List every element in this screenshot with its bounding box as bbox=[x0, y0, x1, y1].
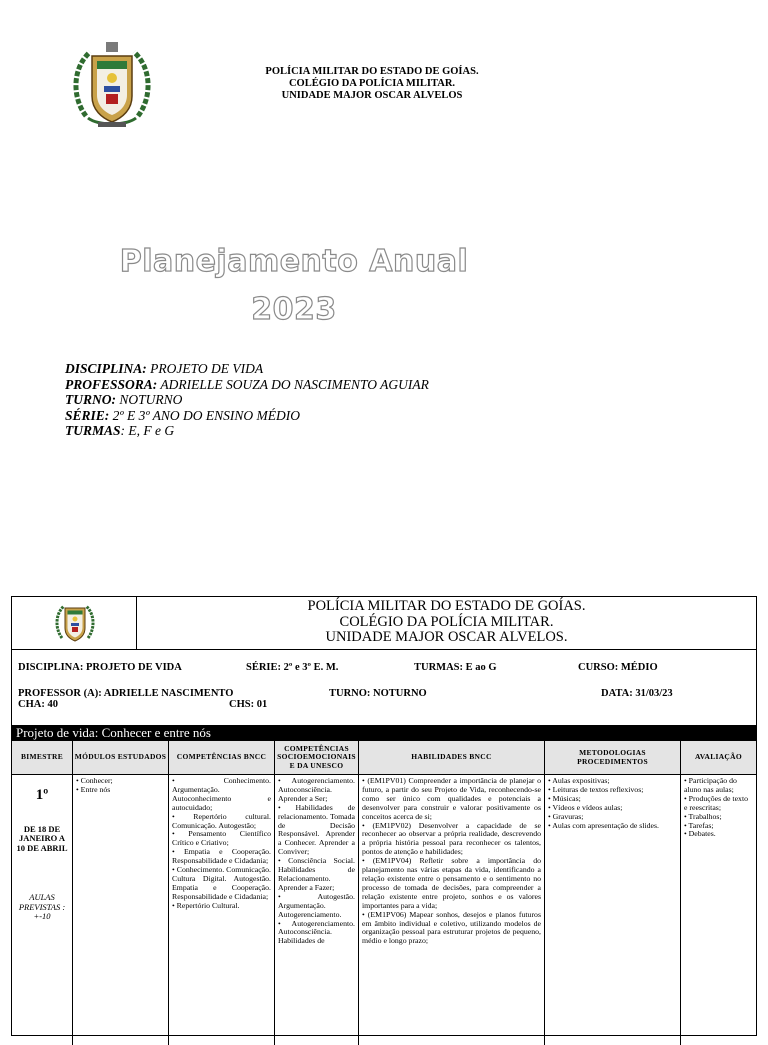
info-label: SÉRIE: bbox=[65, 407, 110, 423]
info-label: TURNO: bbox=[65, 392, 116, 408]
list-item: • Tarefas; bbox=[684, 820, 714, 830]
list-item: • Músicas; bbox=[548, 793, 581, 803]
list-item: • Trabalhos; bbox=[684, 811, 722, 821]
info-serie bbox=[65, 408, 429, 424]
header-line: COLÉGIO DA POLÍCIA MILITAR. bbox=[288, 78, 456, 89]
list-item: • (EM1PV04) Refletir sobre a importância do planejamento nas várias etapas da vida, identificando a relação existente entre o pensamento e o sentimento no processo de tomada de decisões, para compreender a relação existente entre projeto, sonhos e os valores importantes para a vida; bbox=[362, 856, 541, 910]
info-label: DISCIPLINA: bbox=[65, 361, 147, 376]
col-header-competencias-socio: COMPETÊNCIAS SOCIOEMOCIONAIS E DA UNESCO bbox=[275, 741, 359, 775]
list-item: • Autogerenciamento. Autoconsciência. Aprender a Ser; bbox=[278, 776, 355, 803]
list-item: • Repertório Cultural. bbox=[172, 900, 240, 910]
list-item: • Gravuras; bbox=[548, 811, 584, 821]
info-value: ADRIELLE SOUZA DO NASCIMENTO AGUIAR bbox=[157, 376, 429, 392]
bimestre-date: DE 18 DE JANEIRO A 10 DE ABRIL bbox=[16, 823, 68, 853]
table-header-line: UNIDADE MAJOR OSCAR ALVELOS. bbox=[325, 629, 568, 646]
meta-turmas: TURMAS: E ao G bbox=[414, 662, 497, 673]
list-item: • Aulas com apresentação de slides. bbox=[548, 820, 659, 830]
list-item: • Repertório cultural. Comunicação. Autogestão; bbox=[172, 811, 271, 830]
header-line: UNIDADE MAJOR OSCAR ALVELOS bbox=[281, 90, 463, 101]
info-value: PROJETO DE VIDA bbox=[146, 361, 264, 376]
meta-cha: CHA: 40 bbox=[18, 699, 58, 710]
document-header bbox=[200, 66, 544, 102]
table-header-line: COLÉGIO DA POLÍCIA MILITAR. bbox=[339, 613, 554, 630]
police-crest-logo bbox=[68, 38, 156, 134]
list-item: • Entre nós bbox=[76, 784, 111, 794]
plan-title-year: 2023 bbox=[251, 292, 337, 327]
list-item: • (EM1PV01) Compreender a importância de planejar o futuro, a partir do seu Projeto de Vida, reconhecendo-se como ser único com qualidades e potenciais a desenvolver para construir e valorar positivamente os conceitos acerca de si; bbox=[362, 776, 541, 821]
list-item: • Habilidades de relacionamento. Tomada de Decisão Responsável. Aprender a Conhecer. Aprender a Conviver; bbox=[278, 802, 355, 857]
col-header-modulos: MÓDULOS ESTUDADOS bbox=[73, 741, 169, 775]
info-value: : E, F e G bbox=[120, 423, 175, 439]
list-item: • Empatia e Cooperação. Responsabilidade e Cidadania; bbox=[172, 847, 271, 866]
col-header-bimestre: BIMESTRE bbox=[12, 741, 73, 775]
planning-table bbox=[11, 596, 757, 1036]
section-title: Projeto de vida: Conhecer e entre nós bbox=[12, 725, 756, 741]
list-item: • Leituras de textos reflexivos; bbox=[548, 784, 644, 794]
meta-turno: TURNO: NOTURNO bbox=[329, 688, 427, 699]
meta-professor: PROFESSOR (A): ADRIELLE NASCIMENTO bbox=[18, 688, 234, 699]
col-header-habilidades: HABILIDADES BNCC bbox=[359, 741, 545, 775]
meta-chs: CHS: 01 bbox=[229, 699, 268, 710]
meta-disciplina: DISCIPLINA: PROJETO DE VIDA bbox=[18, 662, 182, 673]
cell-habilidades bbox=[359, 775, 545, 1045]
list-item: • Consciência Social. Habilidades de Relacionamento. Aprender a Fazer; bbox=[278, 856, 355, 892]
info-turno bbox=[65, 392, 429, 408]
col-header-avaliacao: AVALIAÇÃO bbox=[681, 741, 756, 775]
cell-avaliacao bbox=[681, 775, 756, 1045]
cell-competencias-bncc bbox=[169, 775, 275, 1045]
cell-modulos bbox=[73, 775, 169, 1045]
course-info bbox=[65, 361, 429, 439]
list-item: • Conhecimento. Argumentação. Autoconhecimento e autocuidado; bbox=[172, 776, 271, 812]
info-professora bbox=[65, 377, 429, 393]
info-label: PROFESSORA: bbox=[65, 376, 158, 392]
plan-title-line: Planejamento Anual bbox=[119, 244, 469, 279]
list-item: • Conhecimento. Comunicação. Cultura Digital. Autogestão. Empatia e Cooperação. Responsabilidade e Cidadania; bbox=[172, 865, 271, 901]
col-header-competencias-bncc: COMPETÊNCIAS BNCC bbox=[169, 741, 275, 775]
list-item: • Pensamento Científico Crítico e Criativo; bbox=[172, 829, 271, 848]
bimestre-number: 1º bbox=[35, 787, 49, 803]
list-item: • (EM1PV02) Desenvolver a capacidade de se reconhecer ao observar a própria realidade, descrevendo a própria história pessoal para reconhecer os talentos, pontos de atenção e habilidades; bbox=[362, 820, 541, 857]
meta-curso: CURSO: MÉDIO bbox=[578, 662, 658, 673]
table-header-text bbox=[137, 599, 756, 646]
cell-bimestre bbox=[12, 775, 73, 1045]
meta-data: DATA: 31/03/23 bbox=[601, 688, 673, 699]
info-disciplina bbox=[65, 361, 429, 377]
table-header bbox=[12, 597, 756, 650]
col-header-metodologias: METODOLOGIAS PROCEDIMENTOS bbox=[545, 741, 681, 775]
plan-title bbox=[90, 238, 498, 334]
cell-competencias-socio bbox=[275, 775, 359, 1045]
list-item: • Conhecer; bbox=[76, 776, 113, 785]
list-item: • Autogestão. Argumentação. Autogerenciamento. bbox=[278, 891, 355, 919]
header-line: POLÍCIA MILITAR DO ESTADO DE GOÍAS. bbox=[265, 66, 479, 77]
list-item: • Autogerenciamento. Autoconsciência. Habilidades de bbox=[278, 918, 355, 946]
list-item: • Vídeos e vídeos aulas; bbox=[548, 802, 623, 812]
meta-serie: SÉRIE: 2º e 3º E. M. bbox=[246, 662, 339, 673]
police-crest-small-logo bbox=[52, 599, 98, 647]
list-item: • Participação do aluno nas aulas; bbox=[684, 776, 737, 794]
list-item: • Produções de texto e reescritas; bbox=[684, 793, 749, 812]
cell-metodologias bbox=[545, 775, 681, 1045]
info-value: NOTURNO bbox=[116, 392, 183, 408]
bimestre-aulas: AULAS PREVISTAS : +-10 bbox=[18, 892, 66, 922]
info-turmas bbox=[65, 423, 429, 439]
list-item: • Debates. bbox=[684, 829, 716, 839]
list-item: • (EM1PV06) Mapear sonhos, desejos e planos futuros em âmbito individual e coletivo, utilizando modelos de organização pessoal para estruturar projetos de pequeno, médio e longo prazo; bbox=[362, 909, 541, 946]
info-label: TURMAS bbox=[65, 423, 121, 439]
info-value: 2º E 3º ANO DO ENSINO MÉDIO bbox=[109, 407, 301, 423]
list-item: • Aulas expositivas; bbox=[548, 776, 610, 785]
table-header-line: POLÍCIA MILITAR DO ESTADO DE GOÍAS. bbox=[307, 598, 586, 614]
